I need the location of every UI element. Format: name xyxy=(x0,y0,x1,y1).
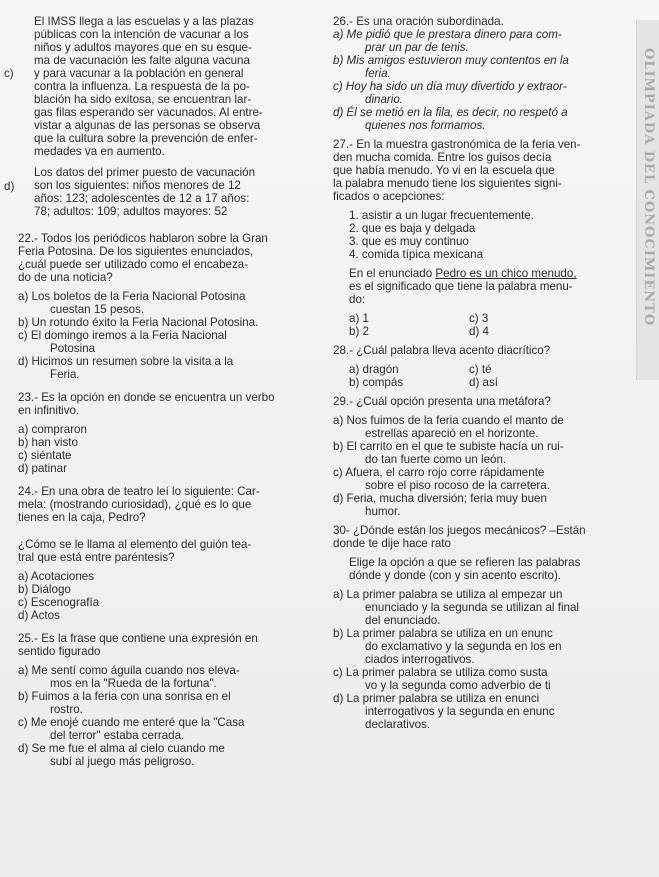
option-d-label: d) xyxy=(4,180,15,193)
side-banner xyxy=(636,20,659,380)
question-26-options xyxy=(333,28,623,132)
answer-option-continuation: Feria. xyxy=(50,368,80,381)
answer-option[interactable]: b) compás xyxy=(349,376,404,389)
answer-option-continuation: sobre el piso rocoso de la carretera. xyxy=(365,479,550,492)
answer-option[interactable]: c) Hoy ha sido un día muy divertido y extraor- xyxy=(333,80,567,93)
answer-option-continuation: del terror" estaba cerrada. xyxy=(50,729,185,742)
answer-option[interactable]: a) Acotaciones xyxy=(18,570,95,583)
question-28-options xyxy=(333,363,623,389)
text-line: la palabra menudo tiene los siguientes signi- xyxy=(333,177,562,190)
answer-option[interactable]: c) Escenografía xyxy=(18,596,100,609)
text-line: públicas con la intención de vacunar a los xyxy=(34,28,249,41)
question-22-options xyxy=(18,290,338,381)
text-line: Elige la opción a que se refieren las palabras xyxy=(349,556,581,569)
text-line: niños y adultos mayores que en su esque- xyxy=(34,41,252,54)
answer-option-continuation: ciados interrogativos. xyxy=(365,653,475,666)
answer-option-continuation: interrogativos y la segunda en enunc xyxy=(365,705,555,718)
answer-option[interactable]: a) dragón xyxy=(349,363,399,376)
option-d-text xyxy=(18,166,338,218)
text-line: den mucha comida. Entre los guisos decía xyxy=(333,151,552,164)
answer-option[interactable]: c) Afuera, el carro rojo corre rápidamente xyxy=(333,466,545,479)
text-line: años: 123; adolescentes de 12 a 17 años: xyxy=(34,192,250,205)
text-line: Feria Potosina. De los siguientes enunciados, xyxy=(18,245,254,258)
text-line: donde te dije hace rato xyxy=(333,537,451,550)
question-22-stem xyxy=(18,232,338,284)
question-27-underlined: Pedro es un chico menudo, xyxy=(435,267,577,280)
option-c-text xyxy=(18,15,338,158)
text-line: 2. que es baja y delgada xyxy=(349,222,476,235)
text-line: blación ha sido exitosa, se encuentran lar- xyxy=(34,93,252,106)
answer-option-continuation: del enunciado. xyxy=(365,614,441,627)
answer-option[interactable]: b) han visto xyxy=(18,436,78,449)
answer-option[interactable]: d) La primer palabra se utiliza en enunci xyxy=(333,692,540,705)
text-line: es el significado que tiene la palabra menu- xyxy=(349,280,573,293)
answer-option[interactable]: d) Feria, mucha diversión; feria muy buen xyxy=(333,492,547,505)
answer-option[interactable]: b) Un rotundo éxito la Feria Nacional Potosina. xyxy=(18,316,259,329)
right-column xyxy=(333,15,623,737)
answer-option[interactable]: a) Nos fuimos de la feria cuando el manto de xyxy=(333,414,564,427)
answer-option[interactable]: a) Me pidió que le prestara dinero para com- xyxy=(333,28,562,41)
question-28-stem: 28.- ¿Cuál palabra lleva acento diacrítico? xyxy=(333,344,551,357)
answer-option-continuation: rostro. xyxy=(50,703,83,716)
text-line: medades va en aumento. xyxy=(34,145,165,158)
question-25-options xyxy=(18,664,338,768)
answer-option[interactable]: d) Hicimos un resumen sobre la visita a la xyxy=(18,355,234,368)
answer-option-continuation: vo y la segunda como adverbio de ti xyxy=(365,679,551,692)
question-27-options xyxy=(333,312,623,338)
answer-option[interactable]: b) El carrito en el que te subiste hacía un rui- xyxy=(333,440,564,453)
answer-option[interactable]: a) Los boletos de la Feria Nacional Potosina xyxy=(18,290,246,303)
question-29-options xyxy=(333,414,623,518)
answer-option[interactable]: a) La primer palabra se utiliza al empezar un xyxy=(333,588,563,601)
answer-option-continuation: enunciado y la segunda se utilizan al final xyxy=(365,601,579,614)
question-24-stem xyxy=(18,485,338,524)
answer-option-continuation: humor. xyxy=(365,505,401,518)
text-line: son los siguientes: niños menores de 12 xyxy=(34,179,241,192)
question-30-stem xyxy=(333,524,623,550)
text-line: tienes en la caja, Pedro? xyxy=(18,511,146,524)
answer-option[interactable]: c) 3 xyxy=(469,312,489,325)
question-30-question xyxy=(333,556,623,582)
text-line: 4. comida típica mexicana xyxy=(349,248,484,261)
answer-option[interactable]: c) El domingo iremos a la Feria Nacional xyxy=(18,329,227,342)
answer-option[interactable]: a) 1 xyxy=(349,312,369,325)
question-24-options xyxy=(18,570,338,622)
question-29-stem: 29.- ¿Cuál opción presenta una metáfora? xyxy=(333,395,551,408)
text-line: Los datos del primer puesto de vacunación xyxy=(34,166,256,179)
text-line: 23.- Es la opción en donde se encuentra un verbo xyxy=(18,391,275,404)
text-line: que la cultura sobre la prevención de enfer- xyxy=(34,132,258,145)
option-c-label: c) xyxy=(4,67,14,80)
question-21-option-c xyxy=(4,15,338,158)
answer-option[interactable]: d) Se me fue el alma al cielo cuando me xyxy=(18,742,225,755)
text-line: 27.- En la muestra gastronómica de la feria ven- xyxy=(333,138,581,151)
text-line: sentido figurado xyxy=(18,645,101,658)
text-line: 3. que es muy continuo xyxy=(349,235,469,248)
question-27-stem xyxy=(333,138,623,203)
answer-option[interactable]: a) Me sentí como águila cuando nos eleva- xyxy=(18,664,240,677)
text-line: que había menudo. Yo vi en la escuela que xyxy=(333,164,555,177)
answer-option-continuation: prar un par de tenis. xyxy=(365,41,469,54)
answer-option-continuation: estrellas apareció en el horizonte. xyxy=(365,427,539,440)
text-line: do: xyxy=(349,293,366,306)
text-line: do de una noticia? xyxy=(18,271,113,284)
question-30-options xyxy=(333,588,623,731)
answer-option[interactable]: b) La primer palabra se utiliza en un enunc xyxy=(333,627,553,640)
text-line: contra la influenza. La respuesta de la po- xyxy=(34,80,250,93)
text-line: y para vacunar a la población en general xyxy=(34,67,244,80)
question-23-options xyxy=(18,423,338,475)
text-line: 25.- Es la frase que contiene una expresión en xyxy=(18,632,258,645)
text-line: El IMSS llega a las escuelas y a las plazas xyxy=(34,15,254,28)
text-line: 1. asistir a un lugar frecuentemente. xyxy=(349,209,534,222)
answer-option[interactable]: c) La primer palabra se utiliza como susta xyxy=(333,666,548,679)
answer-option[interactable]: b) Mis amigos estuvieron muy contentos en la xyxy=(333,54,569,67)
left-column xyxy=(4,15,338,774)
answer-option[interactable]: a) compraron xyxy=(18,423,87,436)
text-line: 30- ¿Dónde están los juegos mecánicos? –Están xyxy=(333,524,586,537)
answer-option-continuation: Potosina xyxy=(50,342,96,355)
answer-option-continuation: subí al juego más peligroso. xyxy=(50,755,195,768)
text-line: 78; adultos: 109; adultos mayores: 52 xyxy=(34,205,228,218)
answer-option[interactable]: d) Actos xyxy=(18,609,60,622)
text-line: ma de vacunación les falte alguna vacuna xyxy=(34,54,250,67)
answer-option-continuation: declarativos. xyxy=(365,718,431,731)
question-27-question xyxy=(333,267,623,306)
text-line: gas filas esperando ser vacunados. Al entre- xyxy=(34,106,263,119)
answer-option-continuation: do exclamativo y la segunda en los en xyxy=(365,640,562,653)
text-line: tral que está entre paréntesis? xyxy=(18,551,175,564)
answer-option[interactable]: d) así xyxy=(469,376,498,389)
answer-option-continuation: feria. xyxy=(365,67,391,80)
answer-option[interactable]: b) 2 xyxy=(349,325,369,338)
question-21-option-d xyxy=(4,166,338,218)
answer-option[interactable]: d) patinar xyxy=(18,462,67,475)
text-line: ficados o acepciones: xyxy=(333,190,445,203)
question-27-prefix: En el enunciado xyxy=(349,267,436,280)
text-line: vistar a algunas de las personas se observa xyxy=(34,119,261,132)
answer-option[interactable]: c) Me enojé cuando me enteré que la "Casa xyxy=(18,716,245,729)
text-line: en infinitivo. xyxy=(18,404,80,417)
text-line: dónde y donde (con y sin acento escrito). xyxy=(349,569,562,582)
side-banner-text: OLIMPIADA DEL CONOCIMIENTO xyxy=(641,48,656,327)
answer-option[interactable]: c) té xyxy=(469,363,492,376)
answer-option-continuation: quienes nos formamos. xyxy=(365,119,486,132)
text-line: 22.- Todos los periódicos hablaron sobre la Gran xyxy=(18,232,268,245)
question-25-stem xyxy=(18,632,338,658)
text-line: mela: (mostrando curiosidad), ¿qué es lo que xyxy=(18,498,252,511)
text-line: 24.- En una obra de teatro leí lo siguiente: Car- xyxy=(18,485,260,498)
answer-option[interactable]: d) 4 xyxy=(469,325,489,338)
question-24-question xyxy=(18,538,338,564)
text-line: ¿Cómo se le llama al elemento del guión tea- xyxy=(18,538,252,551)
question-23-stem xyxy=(18,391,338,417)
answer-option-continuation: dinario. xyxy=(365,93,404,106)
answer-option[interactable]: b) Diálogo xyxy=(18,583,71,596)
question-26-stem: 26.- Es una oración subordinada. xyxy=(333,15,504,28)
answer-option-continuation: cuestan 15 pesos. xyxy=(50,303,145,316)
answer-option[interactable]: c) siéntate xyxy=(18,449,72,462)
answer-option[interactable]: b) Fuimos a la feria con una sonrisa en el xyxy=(18,690,231,703)
answer-option[interactable]: d) Él se metió en la fila, es decir, no respetó a xyxy=(333,106,568,119)
answer-option-continuation: mos en la "Rueda de la fortuna". xyxy=(50,677,217,690)
answer-option-continuation: do tan fuerte como un león. xyxy=(365,453,507,466)
question-27-meanings xyxy=(333,209,623,261)
text-line: ¿cuál puede ser utilizado como el encabeza- xyxy=(18,258,249,271)
